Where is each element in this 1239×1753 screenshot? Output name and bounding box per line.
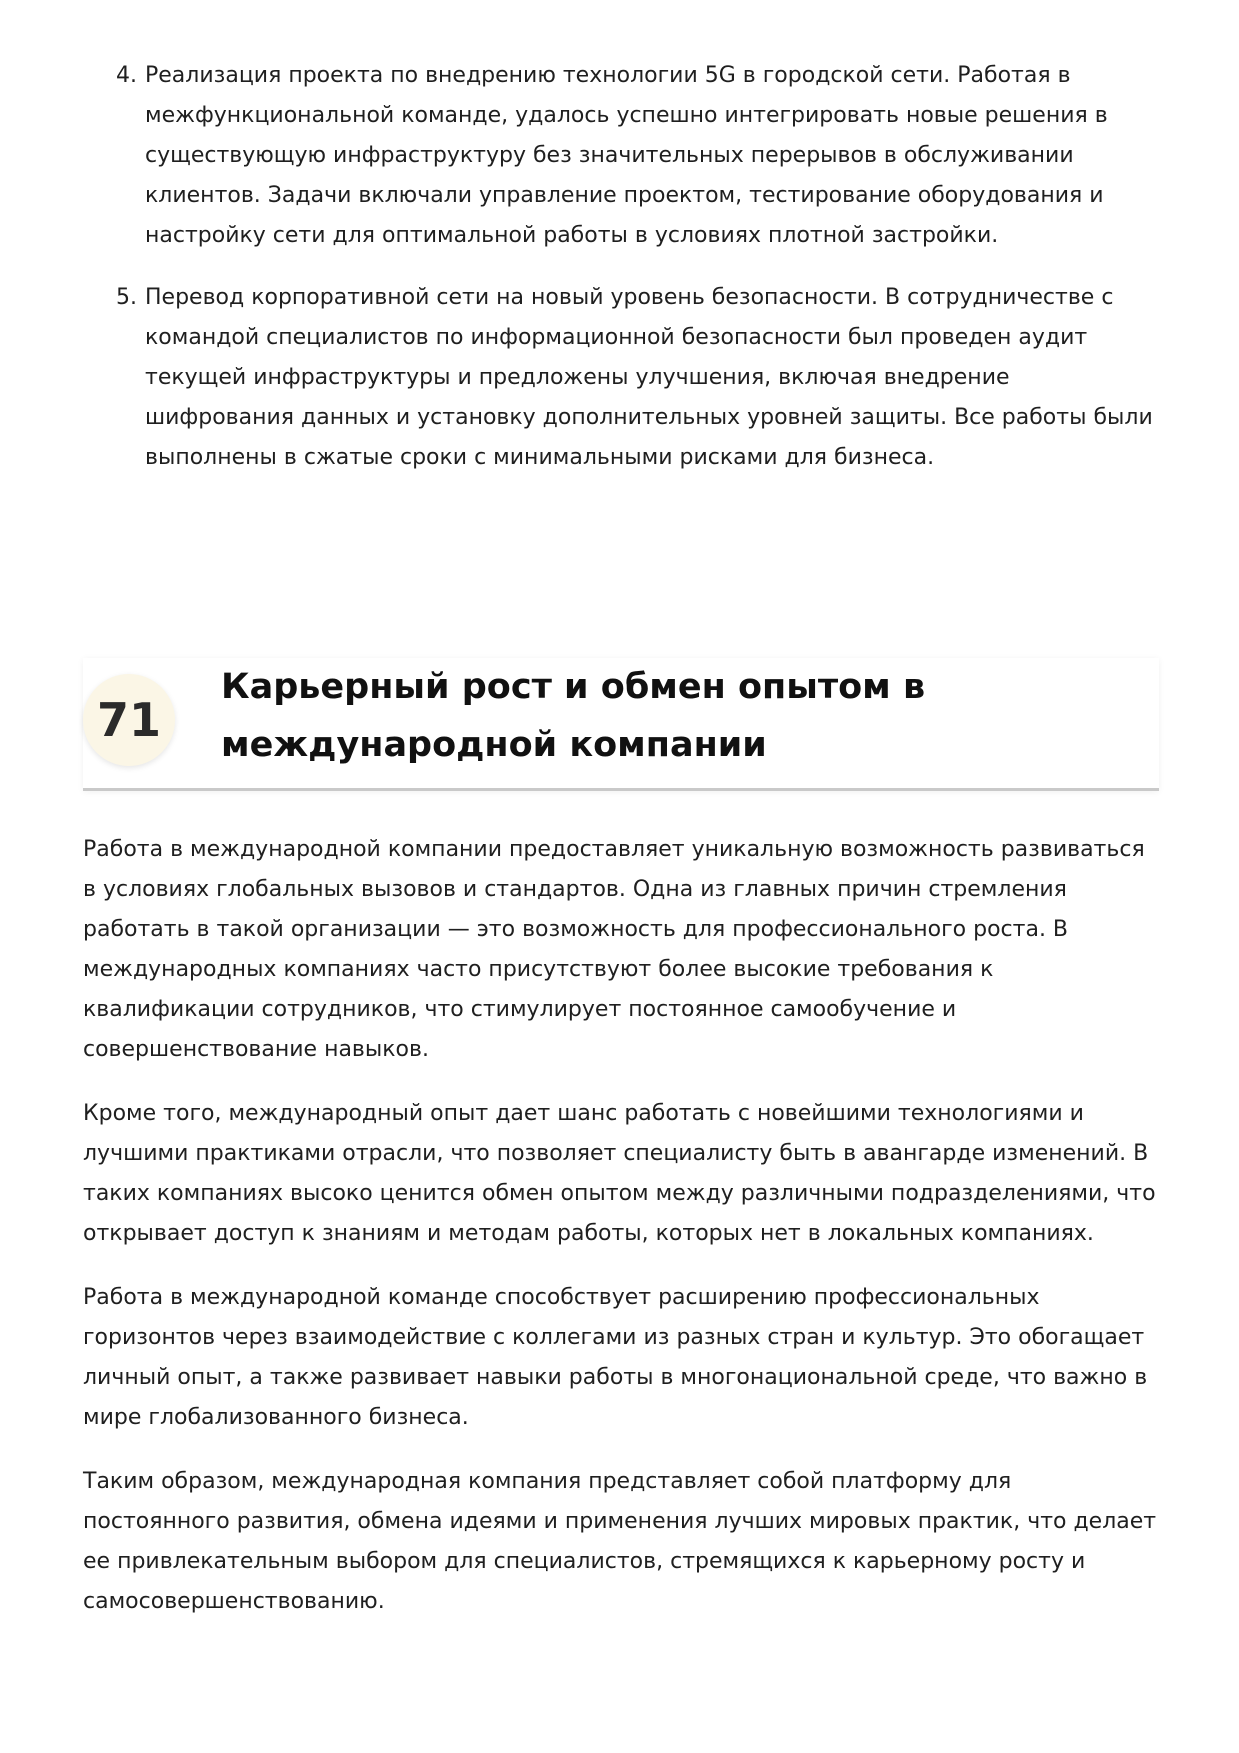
list-item-text: Перевод корпоративной сети на новый уровень безопасности. В сотрудничестве с командой специалистов по информационной безопасности был проведен аудит текущей инфраструктуры и предложены улучшения, включая внедрение шифрования данных и установку дополнительных уровней защиты. Все работы были выполнены в сжатые сроки с минимальными рисками для бизнеса. (145, 285, 1153, 470)
list-item (83, 278, 1163, 478)
list-item-number: 4. (116, 63, 137, 88)
section-header (83, 658, 1159, 791)
paragraph: Таким образом, международная компания представляет собой платформу для постоянного развития, обмена идеями и применения лучших мировых практик, что делает ее привлекательным выбором для специалистов, стремящихся к карьерному росту и самосовершенствованию. (83, 1469, 1157, 1614)
section-body (83, 830, 1163, 1646)
list-item-text: Реализация проекта по внедрению технологии 5G в городской сети. Работая в межфункциональной команде, удалось успешно интегрировать новые решения в существующую инфраструктуру без значительных перерывов в обслуживании клиентов. Задачи включали управление проектом, тестирование оборудования и настройку сети для оптимальной работы в условиях плотной застройки. (145, 63, 1108, 248)
paragraph: Работа в международной компании предоставляет уникальную возможность развиваться в условиях глобальных вызовов и стандартов. Одна из главных причин стремления работать в такой организации — это возможность для профессионального роста. В международных компаниях часто присутствуют более высокие требования к квалификации сотрудников, что стимулирует постоянное самообучение и совершенствование навыков. (83, 837, 1145, 1062)
achievements-list (83, 56, 1163, 500)
paragraph: Работа в международной команде способствует расширению профессиональных горизонтов через взаимодействие с коллегами из разных стран и культур. Это обогащает личный опыт, а также развивает навыки работы в многонациональной среде, что важно в мире глобализованного бизнеса. (83, 1285, 1148, 1430)
section-number-badge: 71 (83, 674, 175, 766)
list-item-number: 5. (116, 285, 137, 310)
paragraph: Кроме того, международный опыт дает шанс работать с новейшими технологиями и лучшими практиками отрасли, что позволяет специалисту быть в авангарде изменений. В таких компаниях высоко ценится обмен опытом между различными подразделениями, что открывает доступ к знаниям и методам работы, которых нет в локальных компаниях. (83, 1101, 1156, 1246)
list-item (83, 56, 1163, 256)
section-title: Карьерный рост и обмен опытом в международной компании (221, 667, 926, 765)
